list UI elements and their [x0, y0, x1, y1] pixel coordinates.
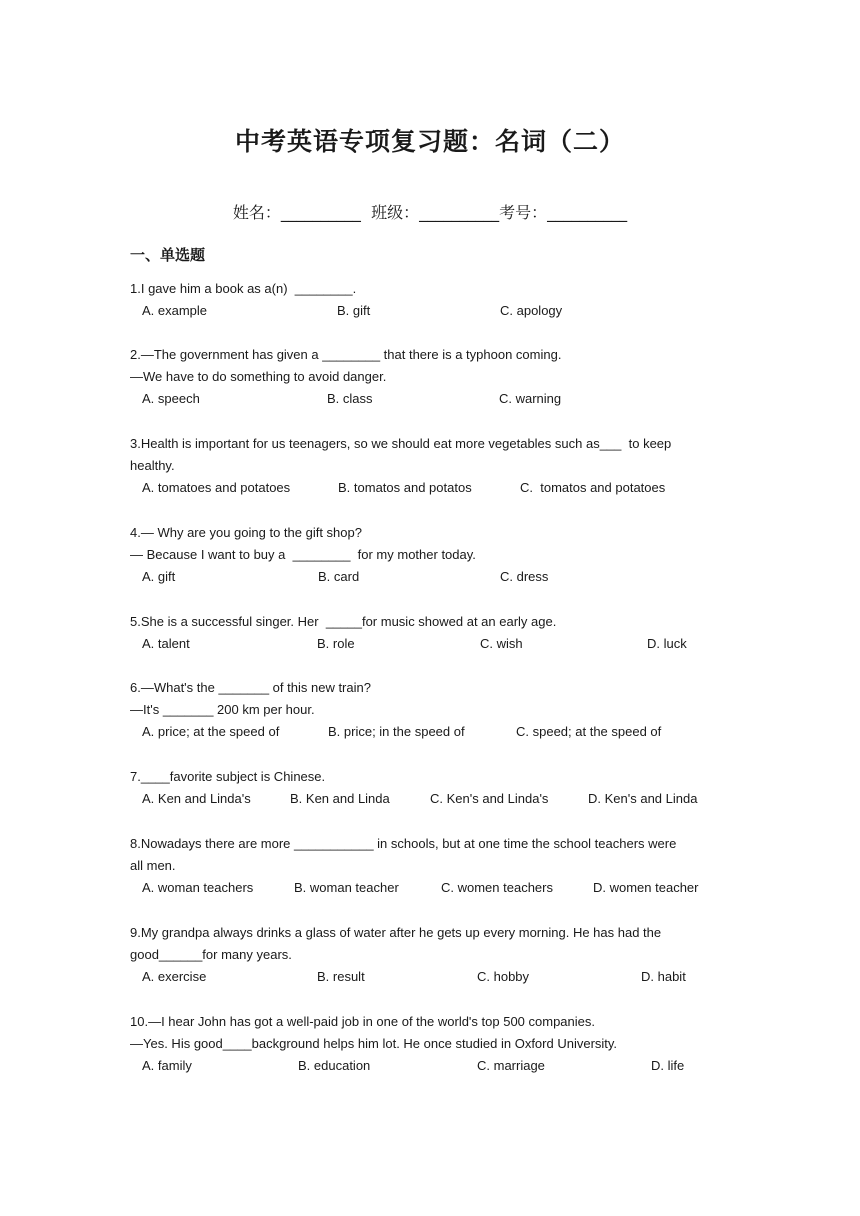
answer-option: C. apology — [500, 303, 563, 318]
answer-option: C. women teachers — [441, 880, 553, 895]
answer-option: A. example — [142, 303, 208, 318]
answer-option: C. tomatos and potatoes — [520, 480, 666, 495]
answer-option: A. talent — [142, 636, 190, 651]
answer-option: C. warning — [499, 391, 562, 406]
page-title: 中考英语专项复习题：名词（二） — [234, 127, 625, 156]
answer-option: A. speech — [142, 391, 200, 406]
answer-option: C. Ken's and Linda's — [430, 791, 549, 806]
answer-option: B. gift — [337, 303, 371, 318]
answer-option: B. role — [317, 636, 355, 651]
answer-option: B. card — [318, 569, 360, 584]
question-text: all men. — [130, 858, 176, 873]
answer-option: A. gift — [142, 569, 176, 584]
answer-option: B. woman teacher — [294, 880, 399, 895]
answer-option: A. Ken and Linda's — [142, 791, 251, 806]
answer-option: A. family — [142, 1058, 192, 1073]
question-text: healthy. — [130, 458, 175, 473]
question-text: 10.—I hear John has got a well-paid job in one of the world's top 500 companies. — [130, 1014, 595, 1029]
question-text: 3.Health is important for us teenagers, so we should eat more vegetables such as___ to keep — [130, 436, 672, 451]
answer-option: D. women teacher — [593, 880, 699, 895]
section-heading: 一、单选题 — [130, 246, 206, 264]
answer-option: B. tomatos and potatos — [338, 480, 472, 495]
answer-option: B. class — [327, 391, 373, 406]
answer-option: B. education — [298, 1058, 371, 1073]
question-text: — Because I want to buy a ________ for my mother today. — [130, 547, 476, 562]
answer-option: C. marriage — [477, 1058, 545, 1073]
question-text: 1.I gave him a book as a(n) ________. — [130, 281, 357, 296]
answer-option: A. tomatoes and potatoes — [142, 480, 291, 495]
question-text: good______for many years. — [130, 947, 292, 962]
answer-option: D. habit — [641, 969, 686, 984]
question-text: —Yes. His good____background helps him lot. He once studied in Oxford University. — [130, 1036, 618, 1051]
answer-option: A. woman teachers — [142, 880, 254, 895]
answer-option: C. wish — [480, 636, 523, 651]
answer-option: B. price; in the speed of — [328, 724, 465, 739]
answer-option: D. luck — [647, 636, 687, 651]
question-text: 2.—The government has given a ________ that there is a typhoon coming. — [130, 347, 562, 362]
question-text: 5.She is a successful singer. Her _____for music showed at an early age. — [130, 614, 557, 629]
student-info-line: 姓名：__________ 班级：__________考号：__________ — [232, 203, 628, 222]
answer-option: B. Ken and Linda — [290, 791, 390, 806]
answer-option: C. speed; at the speed of — [516, 724, 662, 739]
question-text: —We have to do something to avoid danger. — [130, 369, 387, 384]
question-text: 6.—What's the _______ of this new train? — [130, 680, 371, 695]
answer-option: C. hobby — [477, 969, 530, 984]
question-text: 7.____favorite subject is Chinese. — [130, 769, 326, 784]
answer-option: D. Ken's and Linda — [588, 791, 698, 806]
question-text: 9.My grandpa always drinks a glass of water after he gets up every morning. He has had the — [130, 925, 662, 940]
answer-option: A. exercise — [142, 969, 207, 984]
answer-option: B. result — [317, 969, 365, 984]
answer-option: C. dress — [500, 569, 549, 584]
answer-option: D. life — [651, 1058, 685, 1073]
answer-option: A. price; at the speed of — [142, 724, 280, 739]
question-text: —It's _______ 200 km per hour. — [130, 702, 315, 717]
question-text: 8.Nowadays there are more ___________ in schools, but at one time the school teachers were — [130, 836, 677, 851]
question-text: 4.— Why are you going to the gift shop? — [130, 525, 362, 540]
